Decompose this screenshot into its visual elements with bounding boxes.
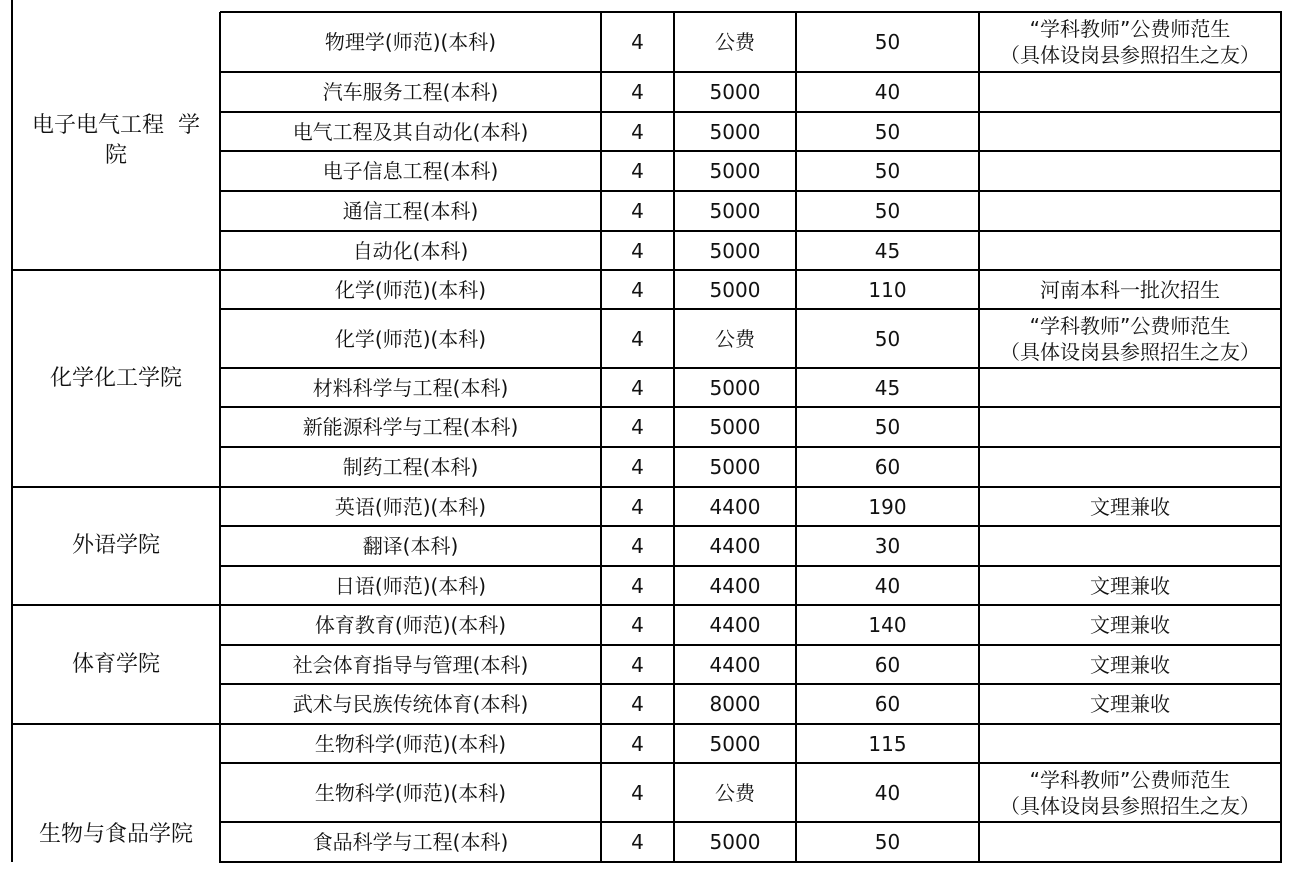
tuition-cell: 5000 <box>709 731 761 756</box>
major-cell: 社会体育指导与管理(本科) <box>292 652 529 677</box>
remark-cell <box>979 270 1281 309</box>
college-name <box>12 487 220 605</box>
years-cell: 4 <box>631 731 644 756</box>
remark-cell <box>979 72 1281 112</box>
remark-cell <box>979 112 1281 151</box>
remark-cell <box>979 763 1281 822</box>
major-cell: 电气工程及其自动化(本科) <box>292 119 529 144</box>
college-name <box>12 605 220 724</box>
plan-count-cell: 45 <box>874 375 901 400</box>
plan-count-cell: 60 <box>874 652 901 677</box>
tuition-cell: 5000 <box>709 277 761 302</box>
college-name <box>12 12 220 270</box>
remark-line: 文理兼收 <box>1090 494 1170 519</box>
college-name <box>12 724 220 862</box>
years-cell: 4 <box>631 277 644 302</box>
major-cell: 物理学(师范)(本科) <box>324 30 497 54</box>
years-cell: 4 <box>631 830 644 854</box>
tuition-cell: 5000 <box>709 830 761 854</box>
remark-line: “学科教师”公费师范生 <box>1029 17 1231 41</box>
major-cell: 英语(师范)(本科) <box>334 494 487 519</box>
remark-line: 文理兼收 <box>1090 692 1170 716</box>
plan-count-cell: 190 <box>868 494 907 519</box>
plan-count-cell: 50 <box>874 415 901 439</box>
remark-cell <box>979 822 1281 862</box>
major-cell: 生物科学(师范)(本科) <box>314 780 507 805</box>
remark-cell <box>979 724 1281 763</box>
remark-line: “学科教师”公费师范生 <box>1029 767 1231 792</box>
plan-count-cell: 30 <box>874 534 901 558</box>
tuition-cell: 8000 <box>709 692 761 716</box>
tuition-cell: 5000 <box>709 375 761 400</box>
major-cell: 化学(师范)(本科) <box>334 277 487 302</box>
remark-cell <box>979 526 1281 566</box>
plan-count-cell: 50 <box>874 199 901 223</box>
remark-line: （具体设岗县参照招生之友） <box>1000 793 1260 818</box>
college-name-line: 电子电气工程 学 <box>32 113 200 138</box>
plan-count-cell: 50 <box>874 30 901 54</box>
remark-cell <box>979 566 1281 605</box>
plan-count-cell: 50 <box>874 119 901 144</box>
tuition-cell: 4400 <box>709 573 761 598</box>
remark-line: 文理兼收 <box>1090 652 1170 677</box>
college-name-line: 生物与食品学院 <box>38 822 193 847</box>
remark-cell <box>979 407 1281 447</box>
major-cell: 新能源科学与工程(本科) <box>302 415 519 439</box>
remark-cell <box>979 191 1281 231</box>
remark-cell <box>979 309 1281 368</box>
major-cell: 食品科学与工程(本科) <box>312 830 509 854</box>
years-cell: 4 <box>631 415 644 439</box>
years-cell: 4 <box>631 375 644 400</box>
tuition-cell: 公费 <box>715 326 755 351</box>
major-cell: 体育教育(师范)(本科) <box>314 613 507 637</box>
major-cell: 翻译(本科) <box>362 534 459 558</box>
years-cell: 4 <box>631 455 644 479</box>
plan-count-cell: 40 <box>874 80 901 104</box>
remark-cell <box>979 447 1281 487</box>
years-cell: 4 <box>631 238 644 263</box>
years-cell: 4 <box>631 326 644 351</box>
remark-cell <box>979 605 1281 645</box>
plan-count-cell: 40 <box>874 780 901 805</box>
remark-cell <box>979 487 1281 526</box>
tuition-cell: 公费 <box>715 30 755 54</box>
remark-line: 文理兼收 <box>1090 613 1170 637</box>
plan-count-cell: 50 <box>874 159 901 183</box>
remark-cell <box>979 151 1281 191</box>
years-cell: 4 <box>631 159 644 183</box>
years-cell: 4 <box>631 30 644 54</box>
remark-line: （具体设岗县参照招生之友） <box>1000 339 1260 364</box>
major-cell: 制药工程(本科) <box>342 455 479 479</box>
years-cell: 4 <box>631 652 644 677</box>
tuition-cell: 4400 <box>709 534 761 558</box>
tuition-cell: 4400 <box>709 494 761 519</box>
years-cell: 4 <box>631 119 644 144</box>
remark-cell <box>979 645 1281 684</box>
college-name-line: 外语学院 <box>71 533 160 558</box>
college-name-line: 院 <box>104 143 127 168</box>
years-cell: 4 <box>631 534 644 558</box>
years-cell: 4 <box>631 780 644 805</box>
years-cell: 4 <box>631 613 644 637</box>
college-name-line: 化学化工学院 <box>49 365 182 391</box>
years-cell: 4 <box>631 80 644 104</box>
remark-cell <box>979 231 1281 270</box>
major-cell: 日语(师范)(本科) <box>334 573 487 598</box>
remark-cell <box>979 12 1281 72</box>
remark-cell <box>979 684 1281 724</box>
plan-count-cell: 60 <box>874 692 901 716</box>
tuition-cell: 5000 <box>709 159 761 183</box>
years-cell: 4 <box>631 199 644 223</box>
major-cell: 生物科学(师范)(本科) <box>314 731 507 756</box>
remark-line: “学科教师”公费师范生 <box>1029 313 1231 338</box>
college-name-line: 体育学院 <box>71 651 160 677</box>
plan-count-cell: 140 <box>868 613 907 637</box>
plan-count-cell: 60 <box>874 455 901 479</box>
plan-count-cell: 50 <box>874 830 901 854</box>
major-cell: 武术与民族传统体育(本科) <box>292 692 529 716</box>
major-cell: 汽车服务工程(本科) <box>322 80 499 104</box>
remark-cell <box>979 368 1281 407</box>
years-cell: 4 <box>631 573 644 598</box>
major-cell: 化学(师范)(本科) <box>334 326 487 351</box>
tuition-cell: 4400 <box>709 613 761 637</box>
major-cell: 材料科学与工程(本科) <box>312 375 509 400</box>
years-cell: 4 <box>631 494 644 519</box>
plan-count-cell: 110 <box>868 277 907 302</box>
tuition-cell: 5000 <box>709 199 761 223</box>
tuition-cell: 公费 <box>715 780 755 805</box>
tuition-cell: 5000 <box>709 238 761 263</box>
remark-line: 河南本科一批次招生 <box>1040 277 1220 302</box>
years-cell: 4 <box>631 692 644 716</box>
plan-count-cell: 40 <box>874 573 901 598</box>
tuition-cell: 5000 <box>709 415 761 439</box>
tuition-cell: 4400 <box>709 652 761 677</box>
plan-count-cell: 50 <box>874 326 901 351</box>
remark-line: （具体设岗县参照招生之友） <box>1000 43 1260 67</box>
tuition-cell: 5000 <box>709 119 761 144</box>
tuition-cell: 5000 <box>709 80 761 104</box>
major-cell: 自动化(本科) <box>352 238 469 263</box>
plan-count-cell: 45 <box>874 238 901 263</box>
college-name <box>12 270 220 487</box>
tuition-cell: 5000 <box>709 455 761 479</box>
major-cell: 电子信息工程(本科) <box>322 159 499 183</box>
plan-count-cell: 115 <box>868 731 907 756</box>
remark-line: 文理兼收 <box>1090 573 1170 598</box>
major-cell: 通信工程(本科) <box>342 199 479 223</box>
